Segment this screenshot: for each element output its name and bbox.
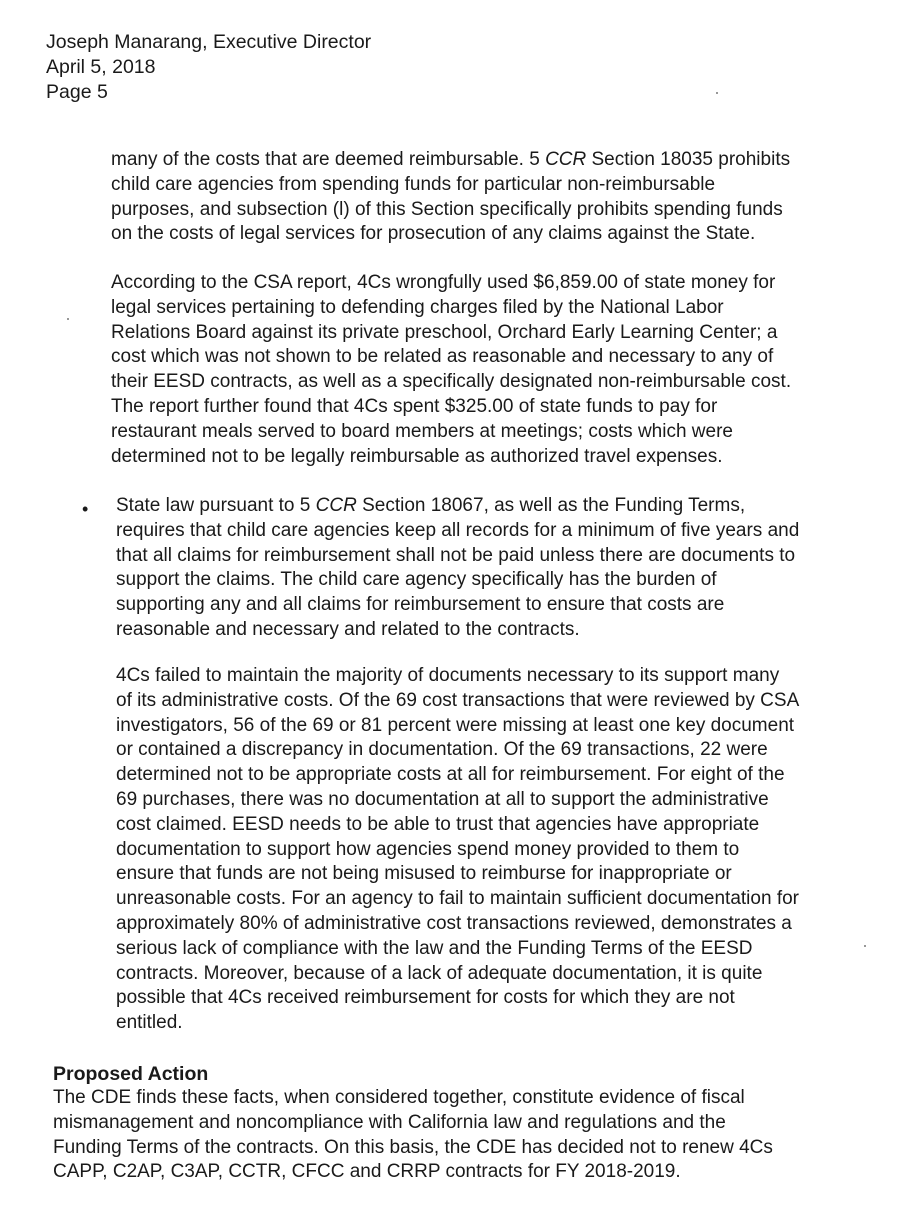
- paragraph-line: reasonable and necessary and related to the contracts.: [116, 618, 580, 640]
- paragraph-line: According to the CSA report, 4Cs wrongfully used $6,859.00 of state money for: [111, 272, 776, 293]
- paragraph-reimbursable-costs: [111, 148, 901, 247]
- paragraph-line: 4Cs failed to maintain the majority of documents necessary to its support many: [116, 665, 780, 686]
- paragraph-line: mismanagement and noncompliance with California law and regulations and the: [53, 1111, 726, 1133]
- letter-date: April 5, 2018: [46, 56, 156, 78]
- paragraph-line: cost which was not shown to be related as reasonable and necessary to any of: [111, 346, 774, 368]
- scan-speck: [67, 318, 69, 320]
- paragraph-documentation-failure: [116, 664, 906, 1036]
- paragraph-line: unreasonable costs. For an agency to fail to maintain sufficient documentation for: [116, 888, 799, 910]
- paragraph-line: possible that 4Cs received reimbursement for costs for which they are not: [116, 987, 735, 1009]
- paragraph-line: legal services pertaining to defending charges filed by the National Labor: [111, 296, 724, 318]
- ccr-citation: CCR: [545, 149, 587, 170]
- paragraph-line: determined not to be legally reimbursable as authorized travel expenses.: [111, 445, 723, 467]
- bullet-marker: •: [82, 499, 89, 519]
- scan-speck: [864, 945, 866, 947]
- paragraph-proposed-action: [53, 1086, 903, 1185]
- ccr-citation: CCR: [315, 495, 357, 516]
- paragraph-line: supporting any and all claims for reimbursement to ensure that costs are: [116, 594, 725, 616]
- letter-header: [46, 30, 371, 105]
- paragraph-line: child care agencies from spending funds for particular non-reimbursable: [111, 173, 716, 195]
- paragraph-line: documentation to support how agencies spend money provided to them to: [116, 838, 740, 860]
- paragraph-line: of its administrative costs. Of the 69 cost transactions that were reviewed by CSA: [116, 689, 800, 711]
- paragraph-line: or contained a discrepancy in documentation. Of the 69 transactions, 22 were: [116, 739, 768, 761]
- paragraph-csa-report-findings: [111, 271, 901, 469]
- paragraph-line: The report further found that 4Cs spent $325.00 of state funds to pay for: [111, 395, 718, 417]
- recipient-name-title: Joseph Manarang, Executive Director: [46, 31, 372, 53]
- page-number: Page 5: [46, 81, 108, 103]
- paragraph-line: Relations Board against its private preschool, Orchard Early Learning Center; a: [111, 321, 778, 343]
- scan-speck: [716, 92, 718, 94]
- paragraph-line: cost claimed. EESD needs to be able to trust that agencies have appropriate: [116, 813, 760, 835]
- paragraph-line: approximately 80% of administrative cost transactions reviewed, demonstrates a: [116, 912, 792, 934]
- paragraph-line: Funding Terms of the contracts. On this basis, the CDE has decided not to renew 4Cs: [53, 1136, 773, 1158]
- paragraph-line: entitled.: [116, 1012, 183, 1034]
- paragraph-line: restaurant meals served to board members at meetings; costs which were: [111, 420, 733, 442]
- paragraph-line: investigators, 56 of the 69 or 81 percent were missing at least one key document: [116, 714, 795, 736]
- paragraph-line: requires that child care agencies keep all records for a minimum of five years and: [116, 519, 800, 541]
- paragraph-line: The CDE finds these facts, when considered together, constitute evidence of fiscal: [53, 1087, 745, 1108]
- paragraph-line: CAPP, C2AP, C3AP, CCTR, CFCC and CRRP contracts for FY 2018-2019.: [53, 1161, 681, 1183]
- paragraph-line: contracts. Moreover, because of a lack of adequate documentation, it is quite: [116, 962, 763, 984]
- paragraph-line: 69 purchases, there was no documentation at all to support the administrative: [116, 788, 769, 810]
- paragraph-line: their EESD contracts, as well as a specifically designated non-reimbursable cost.: [111, 371, 792, 393]
- paragraph-line: many of the costs that are deemed reimbursable. 5 CCR Section 18035 prohibits: [111, 149, 791, 170]
- paragraph-line: State law pursuant to 5 CCR Section 18067, as well as the Funding Terms,: [116, 495, 746, 516]
- section-heading-proposed-action: Proposed Action: [53, 1063, 209, 1085]
- paragraph-line: purposes, and subsection (l) of this Section specifically prohibits spending funds: [111, 198, 783, 220]
- paragraph-line: ensure that funds are not being misused to reimburse for inappropriate or: [116, 863, 732, 885]
- paragraph-line: on the costs of legal services for prosecution of any claims against the State.: [111, 223, 756, 245]
- paragraph-line: support the claims. The child care agency specifically has the burden of: [116, 569, 717, 591]
- paragraph-line: that all claims for reimbursement shall not be paid unless there are documents to: [116, 544, 796, 566]
- paragraph-line: determined not to be appropriate costs at all for reimbursement. For eight of the: [116, 764, 785, 786]
- paragraph-line: serious lack of compliance with the law and the Funding Terms of the EESD: [116, 937, 753, 959]
- paragraph-records-requirement: [116, 494, 906, 643]
